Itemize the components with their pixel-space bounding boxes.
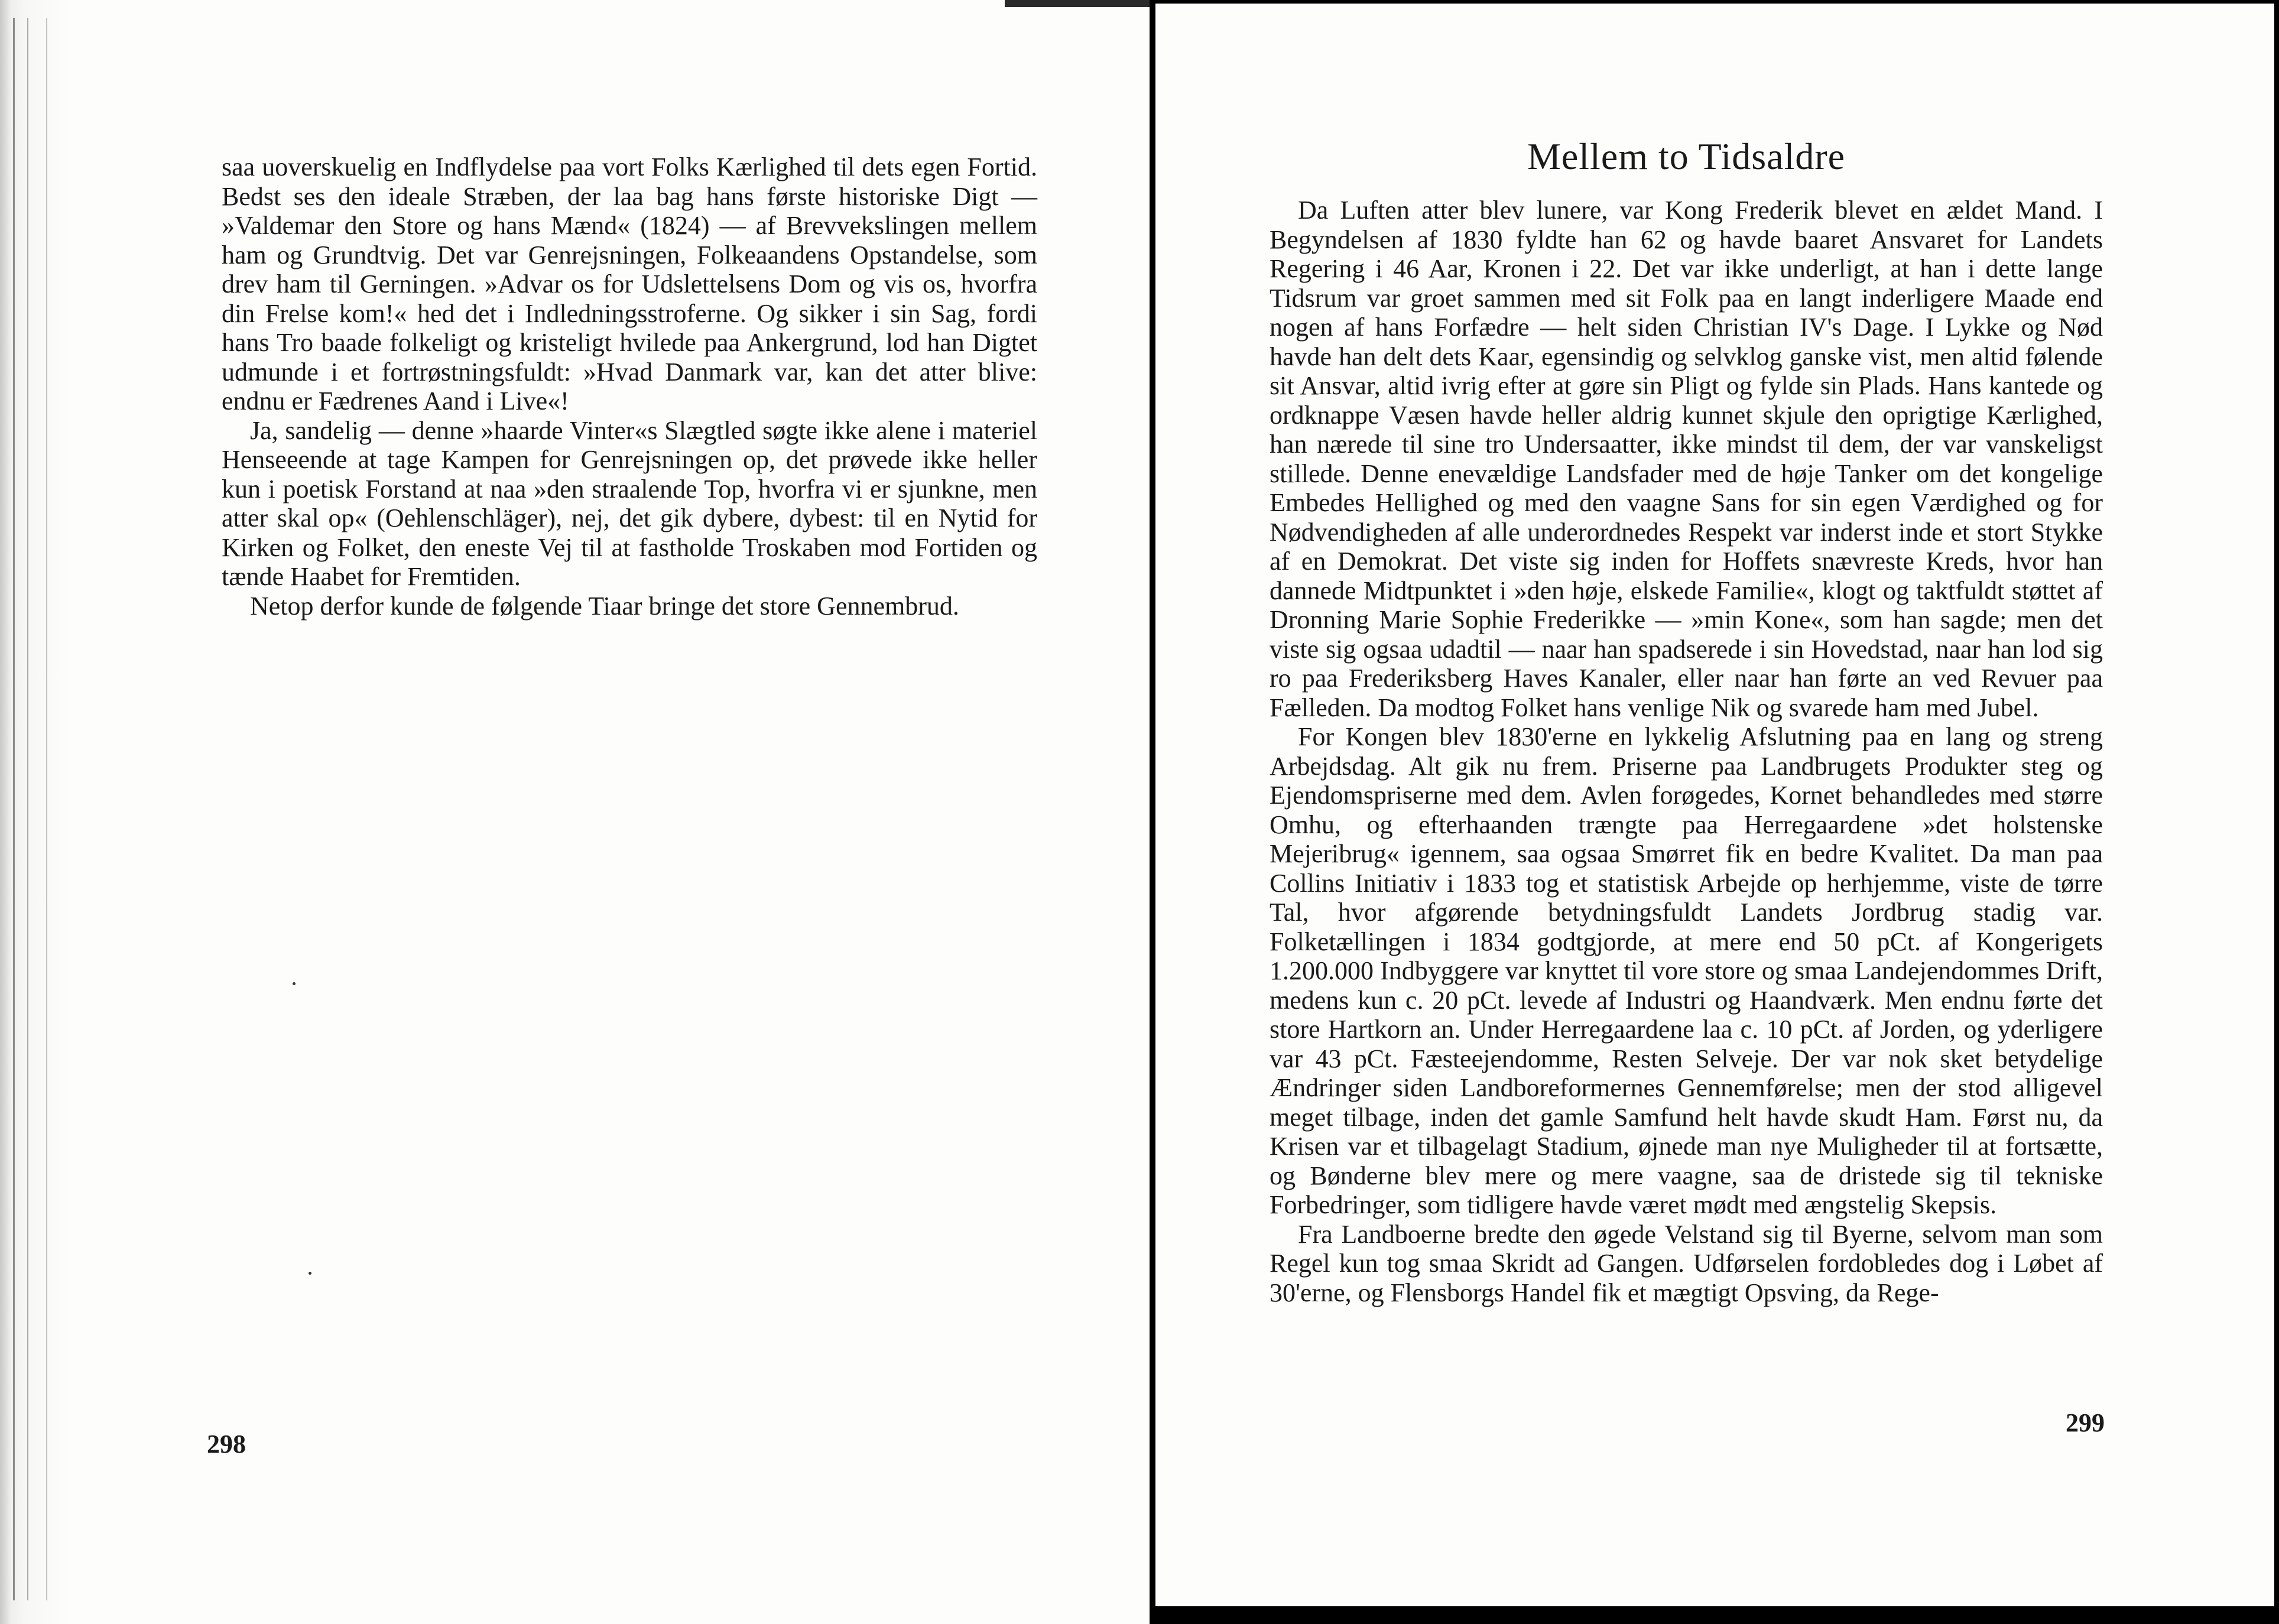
left-page-body (222, 152, 1037, 621)
paragraph: Ja, sandelig — denne »haarde Vinter«s Slægtled søgte ikke alene i materiel Henseeende at tage Kampen for Genrejsningen op, det prøvede ikke heller kun i poetisk Forstand at naa »den straalende Top, hvorfra vi er sjunkne, men atter skal op« (Oehlenschläger), nej, det gik dybere, dybest: til en Nytid for Kirken og Folket, den eneste Vej til at fastholde Troskaben mod Fortiden og tænde Haabet for Fremtiden. (222, 415, 1037, 591)
page-number: 298 (207, 1430, 246, 1459)
print-speck (309, 1272, 311, 1275)
spine-edge-line (46, 18, 47, 1600)
book-spine-shadow (0, 0, 71, 1624)
page-top-shadow (1005, 0, 1150, 7)
paragraph: saa uoverskuelig en Indflydelse paa vort Folks Kærlighed til dets egen Fortid. Bedst ses den ideale Stræben, der laa bag hans første historiske Digt — »Valdemar den Store og hans Mænd« (1824) — af Brevvekslingen mellem ham og Grundtvig. Det var Genrejsningen, Folkeaandens Opstandelse, som drev ham til Gerningen. »Advar os for Udslettelsens Dom og vis os, hvorfra din Frelse kom!« hed det i Indledningsstroferne. Og sikker i sin Sag, fordi hans Tro baade folkeligt og kristeligt hvilede paa Ankergrund, lod han Digtet udmunde i et fortrøstningsfuldt: »Hvad Danmark var, kan det atter blive: endnu er Fædrenes Aand i Live«! (222, 152, 1037, 415)
chapter-title: Mellem to Tidsaldre (1527, 135, 1846, 177)
right-page (1155, 4, 2274, 1606)
paragraph: For Kongen blev 1830'erne en lykkelig Afslutning paa en lang og streng Arbejdsdag. Alt gik nu frem. Priserne paa Landbrugets Produkter steg og Ejendomspriserne med dem. Avlen forøgedes, Kornet behandledes med større Omhu, og efterhaanden trængte paa Herregaardene »det holstenske Mejeribrug« igennem, saa ogsaa Smørret fik en bedre Kvalitet. Da man paa Collins Initiativ i 1833 tog et statistisk Arbejde op herhjemme, viste de tørre Tal, hvor afgørende betydningsfuldt Landets Jordbrug stadig var. Folketællingen i 1834 godtgjorde, at mere end 50 pCt. af Kongerigets 1.200.000 Indbyggere var knyttet til vore store og smaa Landejendommes Drift, medens kun c. 20 pCt. levede af Industri og Haandværk. Men endnu førte det store Hartkorn an. Under Herregaardene laa c. 10 pCt. af Jorden, og yderligere var 43 pCt. Fæsteejendomme, Resten Selveje. Der var nok sket betydelige Ændringer siden Landboreformernes Gennemførelse; men der stod alligevel meget tilbage, inden det gamle Samfund helt havde skudt Ham. Først nu, da Krisen var et tilbagelagt Stadium, øjnede man nye Muligheder til at fortsætte, og Bønderne blev mere og mere vaagne, saa de dristede sig til tekniske Forbedringer, som tidligere havde været mødt med ængstelig Skepsis. (1270, 722, 2103, 1219)
paragraph: Fra Landboerne bredte den øgede Velstand sig til Byerne, selvom man som Regel kun tog smaa Skridt ad Gangen. Udførselen fordobledes dog i Løbet af 30'erne, og Flensborgs Handel fik et mægtigt Opsving, da Rege- (1270, 1219, 2103, 1307)
right-page-body (1270, 196, 2103, 1307)
page-number: 299 (2066, 1408, 2105, 1437)
spine-edge-line (27, 18, 28, 1600)
print-speck (293, 982, 296, 985)
paragraph: Da Luften atter blev lunere, var Kong Frederik blevet en ældet Mand. I Begyndelsen af 1830 fyldte han 62 og havde baaret Ansvaret for Landets Regering i 46 Aar, Kronen i 22. Det var ikke underligt, at han i dette lange Tidsrum var groet sammen med sit Folk paa en langt inderligere Maade end nogen af hans Forfædre — helt siden Christian IV's Dage. I Lykke og Nød havde han delt dets Kaar, egensindig og selvklog ganske vist, men altid følende sit Ansvar, altid ivrig efter at gøre sin Pligt og fylde sin Plads. Hans kantede og ordknappe Væsen havde heller aldrig kunnet skjule den oprigtige Kærlighed, han nærede til sine tro Undersaatter, ikke mindst til dem, der var vanskeligst stillede. Denne enevældige Landsfader med de høje Tanker om det kongelige Embedes Hellighed og med den vaagne Sans for sin egen Værdighed og for Nødvendigheden af alle underordnedes Respekt var inderst inde et stort Stykke af en Demokrat. Det viste sig inden for Hoffets snævreste Kreds, hvor han dannede Midtpunktet i »den høje, elskede Familie«, klogt og taktfuldt støttet af Dronning Marie Sophie Frederikke — »min Kone«, som han sagde; men det viste sig ogsaa udadtil — naar han spadserede i sin Hovedstad, naar han lod sig ro paa Frederiksberg Haves Kanaler, eller naar han førte an ved Revuer paa Fælleden. Da modtog Folket hans venlige Nik og svarede ham med Jubel. (1270, 196, 2103, 722)
spine-edge-line (13, 18, 15, 1600)
paragraph: Netop derfor kunde de følgende Tiaar bringe det store Gennembrud. (250, 591, 959, 621)
